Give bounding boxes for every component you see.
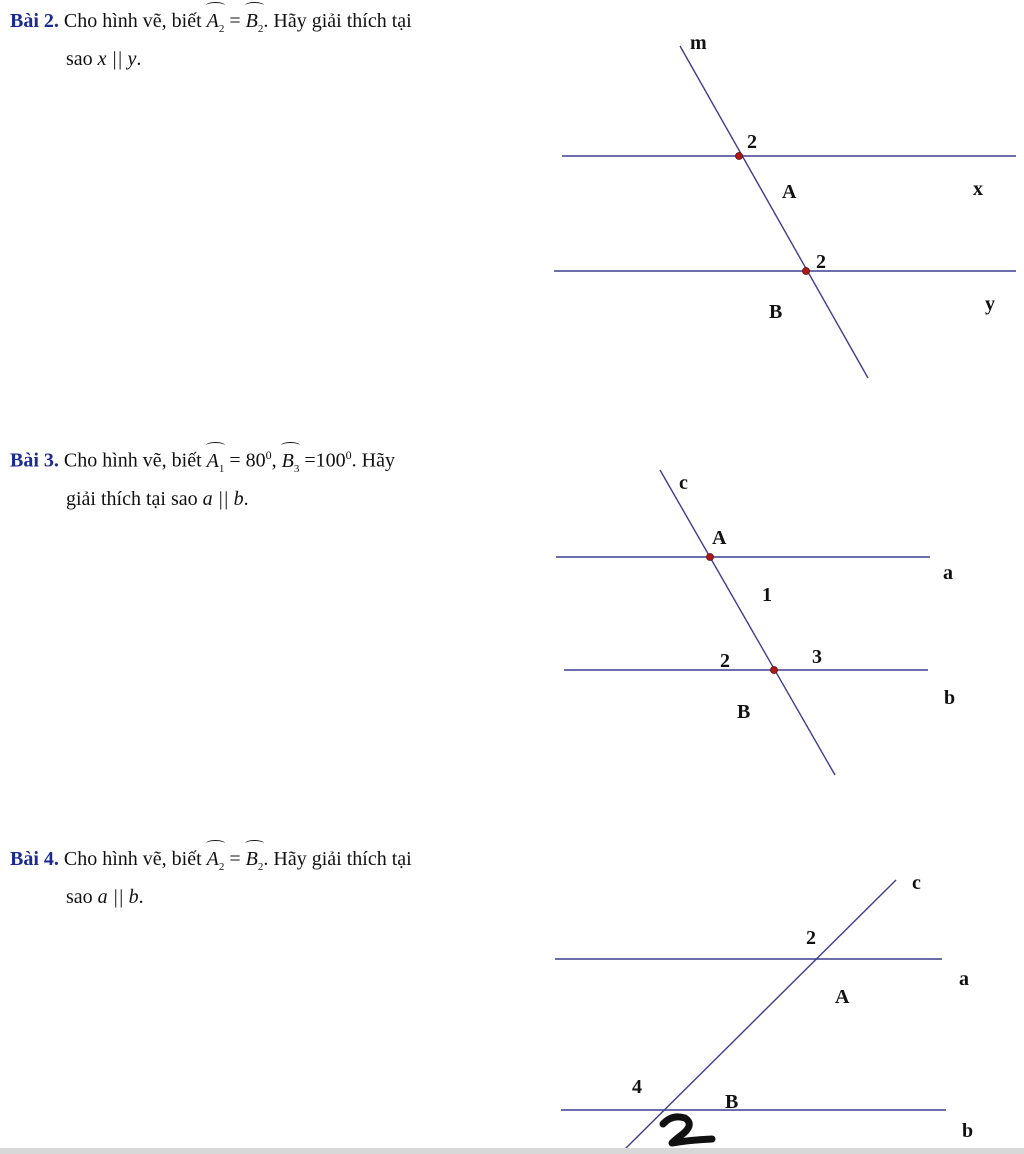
label-b: B	[725, 1091, 739, 1113]
problem-text-after: . Hãy giải thích tại	[263, 848, 412, 870]
label-a: A	[712, 527, 727, 549]
label-m: m	[690, 32, 707, 54]
degree: 0	[345, 448, 352, 462]
label-a: A	[835, 986, 850, 1008]
label-angle-b: 2	[816, 251, 826, 273]
handwritten-2-mark	[663, 1117, 712, 1143]
label-angle-1: 1	[762, 584, 772, 606]
line-m	[680, 46, 868, 378]
point-b	[771, 667, 778, 674]
angle-b: $B_3$	[282, 442, 300, 484]
label-angle-2: 2	[720, 650, 730, 672]
label-a: A	[782, 181, 797, 203]
problem-line2-prefix: sao	[66, 886, 93, 908]
period: .	[243, 487, 249, 510]
problem-text: Cho hình vẽ, biết	[63, 10, 202, 32]
label-b: B	[769, 301, 783, 323]
problem-text-after: . Hãy	[351, 449, 395, 472]
problem-label: Bài 2.	[10, 10, 59, 32]
period: .	[136, 48, 142, 70]
angle-b: $B_2$	[246, 2, 264, 44]
problem-line2-prefix: giải thích tại sao	[66, 487, 198, 510]
period: .	[138, 886, 144, 908]
parallel-statement: a || b	[202, 487, 244, 510]
angle-b-value: =100	[304, 449, 346, 472]
line-c	[660, 470, 835, 775]
figure-bai-4	[555, 872, 973, 1154]
label-line-a: a	[943, 562, 953, 584]
label-y: y	[985, 293, 995, 315]
degree: 0	[265, 448, 272, 462]
problem-label: Bài 4.	[10, 848, 59, 870]
label-x: x	[973, 178, 983, 200]
point-a	[707, 554, 714, 561]
problem-3-line1: Bài 3. Cho hình vẽ, biết $A_1 = 80^0$, $B_3 =100^0$. Hãy	[10, 440, 395, 484]
problem-text: Cho hình vẽ, biết	[63, 449, 202, 472]
parallel-statement: x || y	[97, 48, 137, 70]
label-angle-4: 4	[632, 1076, 642, 1098]
label-c: c	[679, 472, 688, 494]
problem-text: Cho hình vẽ, biết	[63, 848, 202, 870]
problem-label: Bài 3.	[10, 449, 59, 472]
problem-2-line1: Bài 2. Cho hình vẽ, biết $A_2 = B_2$. Hãy giải thích tại	[10, 2, 412, 44]
label-line-a: a	[959, 968, 969, 990]
label-b: B	[737, 701, 751, 723]
bottom-edge	[0, 1148, 1024, 1154]
label-c: c	[912, 872, 921, 894]
problem-4-line1: Bài 4. Cho hình vẽ, biết $A_2 = B_2$. Hãy giải thích tại	[10, 840, 412, 882]
angle-a: $A_2$	[207, 2, 225, 44]
angle-a-value: = 80	[229, 449, 266, 472]
point-b	[803, 268, 810, 275]
figure-bai-3	[556, 470, 955, 775]
line-c	[620, 880, 896, 1154]
label-angle-a: 2	[747, 131, 757, 153]
parallel-statement: a || b	[97, 886, 139, 908]
label-angle-3: 3	[812, 646, 822, 668]
problem-line2-prefix: sao	[66, 48, 93, 70]
label-angle-2: 2	[806, 927, 816, 949]
label-line-b: b	[962, 1120, 974, 1142]
figure-bai-2	[554, 32, 1016, 378]
problem-text-after: . Hãy giải thích tại	[263, 10, 412, 32]
point-a	[736, 153, 743, 160]
angle-a: $A_1$	[207, 442, 225, 484]
label-line-b: b	[944, 687, 956, 709]
angle-a: $A_2$	[207, 840, 225, 882]
angle-b: $B_2$	[246, 840, 264, 882]
